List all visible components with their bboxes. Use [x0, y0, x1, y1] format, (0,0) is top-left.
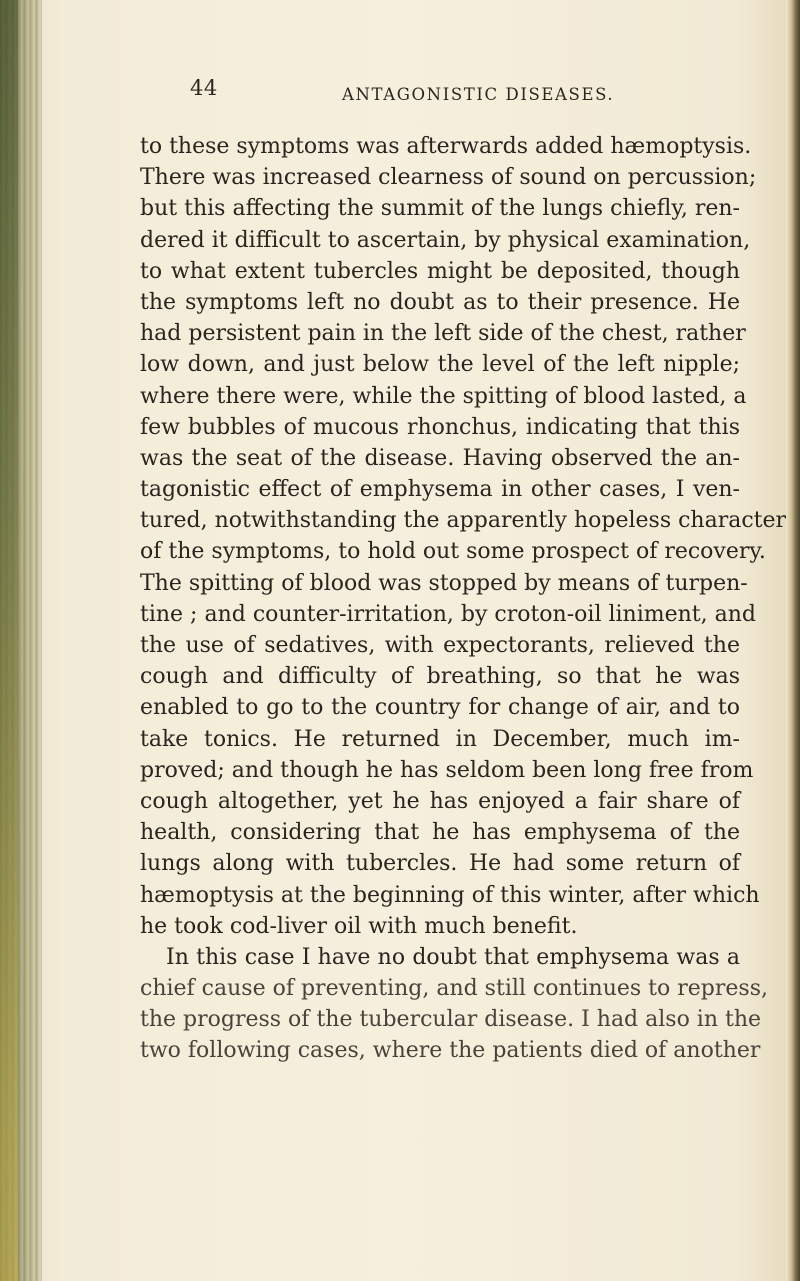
text-line: There was increased clearness of sound on percussion;: [140, 165, 757, 191]
text-line: tine ; and counter-irritation, by croton-oil liniment, and: [140, 601, 756, 627]
text-line: cough altogether, yet he has enjoyed a fair share of: [140, 788, 740, 814]
text-line: proved; and though he has seldom been long free from: [140, 757, 754, 783]
text-line: health, considering that he has emphysema of the: [140, 820, 740, 846]
text-line: In this case I have no doubt that emphysema was a: [166, 944, 740, 970]
text-line: the use of sedatives, with expectorants, relieved the: [140, 633, 740, 658]
text-line: had persistent pain in the left side of the chest, rather: [140, 321, 746, 347]
text-line: enabled to go to the country for change of air, and to: [140, 695, 740, 721]
text-line: of the symptoms, to hold out some prospect of recovery.: [140, 539, 766, 565]
text-line: the progress of the tubercular disease. I had also in the: [140, 1007, 762, 1033]
text-line: two following cases, where the patients died of another: [140, 1038, 761, 1064]
text-line: hæmoptysis at the beginning of this winter, after which: [140, 882, 760, 908]
text-line: the symptoms left no doubt as to their presence. He: [140, 289, 740, 315]
text-line: cough and difficulty of breathing, so that he was: [140, 664, 740, 690]
text-line: tagonistic effect of emphysema in other cases, I ven-: [140, 477, 740, 503]
text-line: to these symptoms was afterwards added hæmoptysis.: [140, 134, 752, 159]
text-line: where there were, while the spitting of blood lasted, a: [140, 383, 747, 409]
page-edge-right: [786, 0, 800, 1281]
text-line: but this affecting the summit of the lungs chiefly, ren-: [140, 196, 740, 222]
body-text: [140, 131, 787, 1067]
text-line: tured, notwithstanding the apparently hopeless character: [140, 508, 787, 534]
text-line: he took cod-liver oil with much benefit.: [140, 913, 578, 939]
text-line: was the seat of the disease. Having observed the an-: [140, 445, 740, 471]
page-binding-shade: [0, 0, 18, 1281]
text-line: few bubbles of mucous rhonchus, indicating that this: [140, 414, 740, 440]
text-line: dered it difficult to ascertain, by physical examination,: [140, 227, 751, 253]
text-line: low down, and just below the level of the left nipple;: [140, 352, 740, 378]
text-line: lungs along with tubercles. He had some return of: [140, 851, 740, 877]
running-head: ANTAGONISTIC DISEASES.: [342, 85, 615, 104]
text-line: The spitting of blood was stopped by means of turpen-: [140, 570, 748, 596]
text-line: take tonics. He returned in December, much im-: [140, 726, 740, 752]
text-line: chief cause of preventing, and still continues to repress,: [140, 976, 768, 1002]
text-line: to what extent tubercles might be deposited, though: [140, 258, 740, 284]
page-number: 44: [190, 76, 218, 100]
